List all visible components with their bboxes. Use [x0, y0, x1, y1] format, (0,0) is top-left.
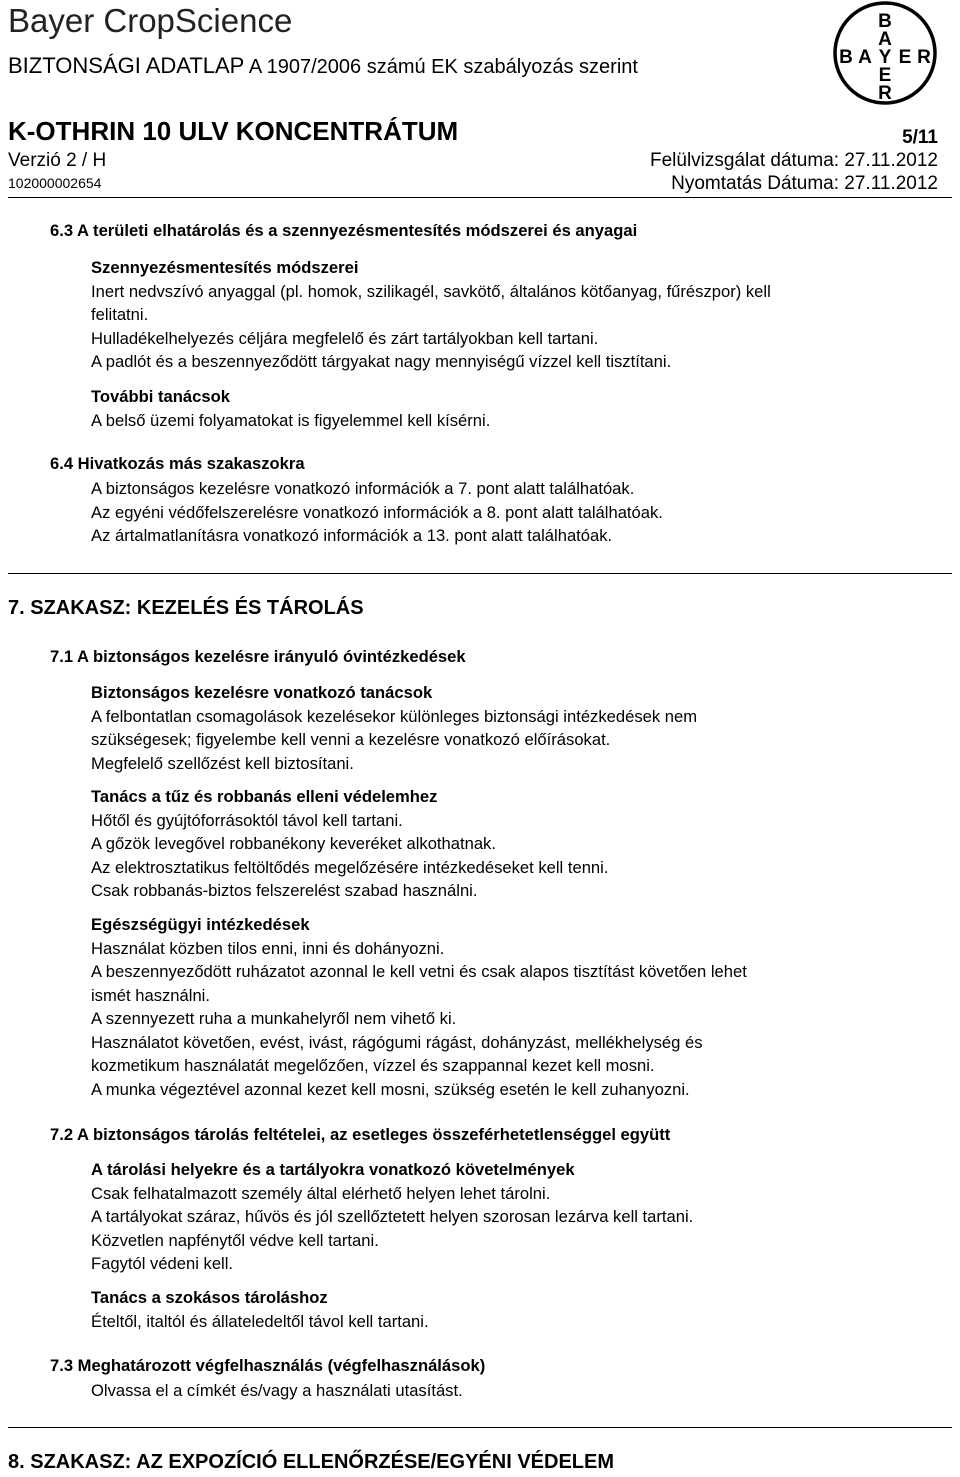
bayer-cross-logo	[832, 0, 938, 106]
company-name: Bayer CropScience	[8, 2, 293, 39]
subheading-storage-requirements: A tárolási helyekre és a tartályokra vonatkozó követelmények	[91, 1160, 575, 1179]
text-line: szükségesek; figyelembe kell venni a kezelésre vonatkozó előírásokat.	[91, 730, 611, 749]
text-line: Ételtől, italtól és állateledeltől távol kell tartani.	[91, 1311, 429, 1331]
revision-date: Felülvizsgálat dátuma: 27.11.2012	[650, 150, 938, 171]
version: Verzió 2 / H	[8, 150, 107, 171]
text-line: Csak robbanás-biztos felszerelést szabad használni.	[91, 881, 478, 900]
subheading-decontamination: Szennyezésmentesítés módszerei	[91, 258, 359, 277]
text-line: A biztonságos kezelésre vonatkozó információk a 7. pont alatt találhatóak.	[91, 479, 635, 498]
subheading-fire-protection: Tanács a tűz és robbanás elleni védelemhez	[91, 787, 438, 806]
hygiene-group	[91, 913, 747, 1101]
handling-advice-group	[91, 681, 697, 775]
text-line: Az elektrosztatikus feltöltődés megelőzésére intézkedéseket kell tenni.	[91, 857, 609, 877]
text-line: A szennyezett ruha a munkahelyről nem vihető ki.	[91, 1009, 457, 1028]
page-number: 5/11	[902, 127, 938, 148]
section-7-2-title: 7.2 A biztonságos tárolás feltételei, az esetleges összeférhetetlenséggel együtt	[50, 1125, 671, 1144]
text-line: A padlót és a beszennyeződött tárgyakat nagy mennyiségű vízzel kell tisztítani.	[91, 352, 672, 371]
text-line: Használatot követően, evést, ivást, rágógumi rágást, dohányzást, mellékhelység és	[91, 1032, 703, 1052]
logo-letter-y: Y	[878, 47, 892, 68]
text-line: Inert nedvszívó anyaggal (pl. homok, szilikagél, savkötő, általános kötőanyag, fűrészpor) kell	[91, 281, 771, 301]
text-line: A munka végeztével azonnal kezet kell mosni, szükség esetén le kell zuhanyozni.	[91, 1079, 690, 1099]
text-line: A tartályokat száraz, hűvös és jól szellőztetett helyen szorosan lezárva kell tartani.	[91, 1207, 694, 1226]
text-line: A belső üzemi folyamatokat is figyelemmel kell kísérni.	[91, 410, 491, 430]
logo-letter-r: R	[878, 83, 892, 104]
text-line: Fagytól védeni kell.	[91, 1254, 234, 1273]
fire-advice-group	[91, 785, 608, 903]
text-line: Olvassa el a címkét és/vagy a használati utasítást.	[91, 1381, 463, 1400]
document-code: 102000002654	[8, 175, 102, 191]
logo-letter-a-h: A	[858, 47, 872, 68]
text-line: Közvetlen napfénytől védve kell tartani.	[91, 1230, 379, 1250]
header-divider	[8, 197, 952, 198]
regulation: A 1907/2006 számú EK szabályozás szerint	[248, 56, 638, 78]
subheading-handling-advice: Biztonságos kezelésre vonatkozó tanácsok	[91, 683, 433, 702]
logo-letter-b-h: B	[839, 47, 853, 68]
common-storage-group	[91, 1286, 429, 1333]
logo-letter-a: A	[878, 29, 892, 50]
text-line: Az egyéni védőfelszerelésre vonatkozó információk a 8. pont alatt találhatóak.	[91, 502, 663, 522]
section-6-4-body	[91, 477, 663, 548]
subheading-further-advice: További tanácsok	[91, 387, 230, 406]
text-line: Használat közben tilos enni, inni és dohányozni.	[91, 938, 445, 958]
subheading-hygiene: Egészségügyi intézkedések	[91, 915, 310, 934]
text-line: kozmetikum használatát megelőzően, vízzel és szappannal kezet kell mosni.	[91, 1056, 655, 1075]
text-line: Hulladékelhelyezés céljára megfelelő és zárt tartályokban kell tartani.	[91, 328, 599, 348]
print-date: Nyomtatás Dátuma: 27.11.2012	[671, 173, 938, 194]
section-6-3-title: 6.3 A területi elhatárolás és a szennyezésmentesítés módszerei és anyagai	[50, 221, 638, 240]
text-line: Csak felhatalmazott személy által elérhető helyen lehet tárolni.	[91, 1183, 551, 1203]
section-6-3-advice	[91, 385, 490, 432]
text-line: Megfelelő szellőzést kell biztosítani.	[91, 753, 354, 773]
logo-letter-e: E	[878, 65, 892, 86]
text-line: ismét használni.	[91, 985, 210, 1005]
section-7-1-title: 7.1 A biztonságos kezelésre irányuló óvintézkedések	[50, 647, 466, 666]
document-type-line	[8, 53, 638, 79]
section-6-3-body	[91, 256, 771, 374]
section-7-title: 7. SZAKASZ: KEZELÉS ÉS TÁROLÁS	[8, 597, 364, 619]
text-line: Hőtől és gyújtóforrásoktól távol kell tartani.	[91, 810, 403, 830]
logo-letter-e-h: E	[898, 47, 912, 68]
section-7-3-body	[91, 1379, 463, 1403]
subheading-common-storage: Tanács a szokásos tároláshoz	[91, 1288, 328, 1307]
storage-requirements-group	[91, 1158, 693, 1276]
section-divider	[8, 1427, 952, 1428]
text-line: A felbontatlan csomagolások kezelésekor különleges biztonsági intézkedések nem	[91, 706, 698, 726]
text-line: Az ártalmatlanításra vonatkozó információk a 13. pont alatt találhatóak.	[91, 526, 613, 545]
section-divider	[8, 573, 952, 574]
text-line: felitatni.	[91, 305, 149, 324]
section-6-4-title: 6.4 Hivatkozás más szakaszokra	[50, 454, 305, 473]
logo-letter-b: B	[878, 11, 892, 32]
text-line: A beszennyeződött ruházatot azonnal le kell vetni és csak alapos tisztítást követően lehet	[91, 962, 747, 981]
document-type: BIZTONSÁGI ADATLAP	[8, 53, 245, 78]
section-7-3-title: 7.3 Meghatározott végfelhasználás (végfelhasználások)	[50, 1356, 486, 1375]
section-8-title: 8. SZAKASZ: AZ EXPOZÍCIÓ ELLENŐRZÉSE/EGYÉNI VÉDELEM	[8, 1451, 614, 1473]
product-name: K-OTHRIN 10 ULV KONCENTRÁTUM	[8, 116, 459, 146]
logo-letter-r-h: R	[917, 47, 931, 68]
text-line: A gőzök levegővel robbanékony keveréket alkothatnak.	[91, 834, 496, 853]
